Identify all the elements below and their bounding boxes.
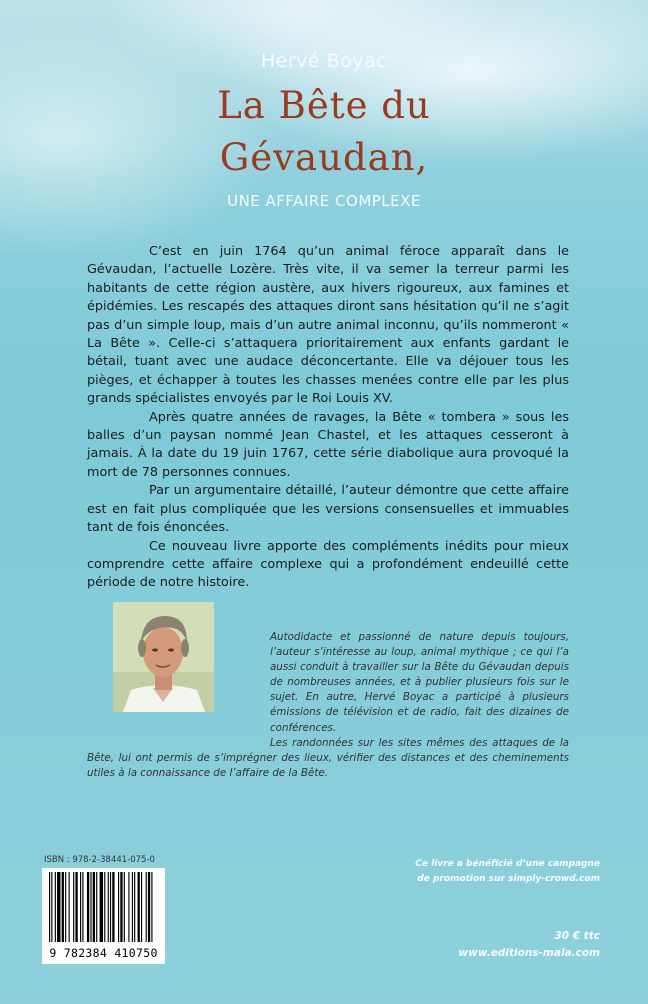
barcode-bar — [138, 872, 140, 942]
barcode-bar — [49, 872, 50, 942]
barcode-bar — [87, 872, 89, 942]
barcode-bar — [62, 872, 64, 942]
synopsis-paragraph: Ce nouveau livre apporte des compléments inédits pour mieux comprendre cette affaire complexe qui a profondément endeuillé cette période de notre histoire. — [87, 538, 569, 591]
synopsis-paragraph: Après quatre années de ravages, la Bête « tombera » sous les balles d’un paysan nommé Jean Chastel, et les attaques cesseront à jamais. À la date du 19 juin 1767, cette série diabolique aura provoqué la mort de 78 personnes connues. — [87, 409, 569, 480]
barcode-bar — [69, 872, 70, 942]
barcode-bar — [148, 872, 150, 942]
barcode-bar — [134, 872, 135, 942]
barcode-bar — [96, 872, 97, 942]
publisher-website: www.editions-mala.com — [458, 947, 600, 959]
barcode-bar — [118, 872, 119, 942]
book-subtitle: UNE AFFAIRE COMPLEXE — [227, 192, 421, 210]
synopsis-paragraph: C’est en juin 1764 qu’un animal féroce apparaît dans le Gévaudan, l’actuelle Lozère. Très vite, il va semer la terreur parmi les habitants de cette région austère, aux hivers rigoureux, aux famines et épidémies. Les rescapés des attaques diront sans hésitation qu’il ne s’agit pas d’un simple loup, mais d’un autre animal inconnu, qu’ils nommeront « La Bête ». Celle-ci s’attaquera prioritairement aux enfants gardant le bétail, tuant avec une audace déconcertante. Elle va déjouer tous les pièges, et échapper à toutes les chasses menées contre elle par les plus grands spécialistes envoyés par le Roi Louis XV. — [87, 244, 569, 407]
price: 30 € ttc — [554, 930, 600, 942]
barcode-bar — [73, 872, 74, 942]
barcode-bar — [108, 872, 109, 942]
promo-line: de promotion sur simply-crowd.com — [417, 874, 600, 884]
barcode-bar — [82, 872, 83, 942]
author-biography — [87, 630, 569, 781]
isbn-label: ISBN : 978-2-38441-075-0 — [44, 855, 155, 865]
barcode-bar — [55, 872, 56, 942]
barcode-bar — [51, 872, 52, 942]
author-name: Hervé Boyac — [260, 50, 388, 72]
barcode-bar — [100, 872, 103, 942]
barcode-bar — [151, 872, 152, 942]
synopsis-paragraph: Par un argumentaire détaillé, l’auteur démontre que cette affaire est en fait plus compliquée que les versions consensuelles et immuables tant de fois énoncées. — [87, 483, 569, 536]
barcode-bar — [93, 872, 95, 942]
barcode-bar — [104, 872, 105, 942]
barcode-bar — [141, 872, 142, 942]
barcode-bars — [45, 872, 162, 944]
synopsis — [87, 243, 569, 593]
promo-line: Ce livre a bénéficié d’une campagne — [415, 859, 600, 869]
barcode-bar — [146, 872, 147, 942]
barcode-bar — [120, 872, 122, 942]
barcode-bar — [132, 872, 133, 942]
barcode-bar — [110, 872, 111, 942]
barcode-number: 9 782384 410750 — [49, 946, 158, 960]
barcode-bar — [80, 872, 81, 942]
barcode-bar — [90, 872, 91, 942]
barcode — [42, 868, 165, 964]
barcode-bar — [128, 872, 129, 942]
barcode-bar — [124, 872, 125, 942]
book-title-line-2: Gévaudan, — [219, 136, 429, 179]
barcode-bar — [75, 872, 77, 942]
bio-paragraph-text: Les randonnées sur les sites mêmes des attaques de la Bête, lui ont permis de s’imprégner des lieux, vérifier des distances et des cheminements utiles à la connaissance de l’affaire de la Bête. — [87, 736, 569, 779]
barcode-bar — [57, 872, 60, 942]
book-title-line-1: La Bête du — [217, 84, 431, 127]
barcode-bar — [112, 872, 114, 942]
barcode-bar — [65, 872, 66, 942]
promotion-note — [380, 857, 600, 887]
bio-paragraph — [87, 736, 569, 781]
bio-paragraph: Autodidacte et passionné de nature depuis toujours, l’auteur s’intéresse au loup, animal mythique ; ce qui l’a aussi conduit à travailler sur la Bête du Gévaudan depuis de nombreuses années, et à publier plusieurs fois sur le sujet. En autre, Hervé Boyac a participé à plusieurs émissions de télévision et de radio, fait des dizaines de conférences. — [270, 631, 569, 734]
